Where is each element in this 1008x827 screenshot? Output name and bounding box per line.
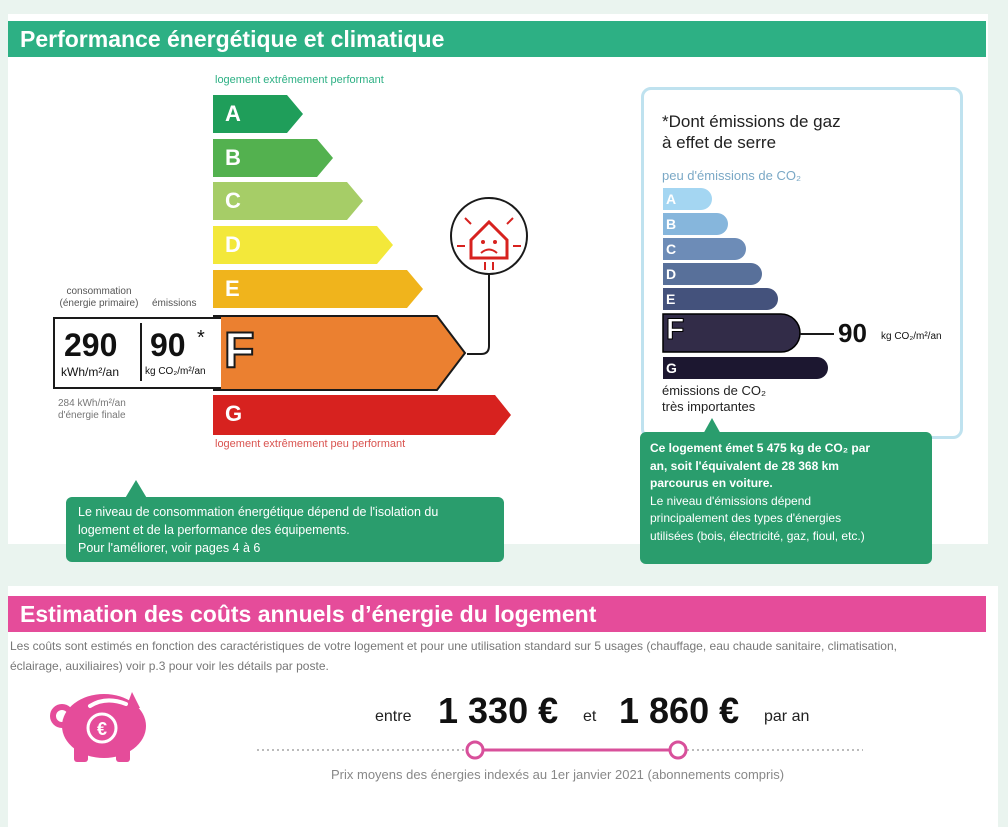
performance-header: Performance énergétique et climatique <box>8 21 986 57</box>
ges-class-d-bar <box>663 263 762 285</box>
energy-callout <box>66 497 504 562</box>
ges-callout-line: utilisées (bois, électricité, gaz, fioul, etc.) <box>650 528 865 543</box>
ges-class-c-letter: C <box>666 241 677 257</box>
class-e-bar <box>213 270 423 308</box>
class-b-letter: B <box>225 145 241 170</box>
ges-callout-line: Le niveau d'émissions dépend <box>650 493 812 508</box>
svg-text:€: € <box>96 719 108 739</box>
costs-description-line1: Les coûts sont estimés en fonction des caractéristiques de votre logement et pour une utilisation standard sur 5 usages (chauffage, eau chaude sanitaire, climatisation, <box>10 639 897 653</box>
energy-callout-line: Le niveau de consommation énergétique dépend de l'isolation du <box>78 505 439 519</box>
energy-callout-line: logement et de la performance des équipements. <box>78 523 350 537</box>
ges-bottom-caption <box>662 383 766 415</box>
ges-value-connector <box>800 333 834 335</box>
final-energy-note: 284 kWh/m²/an d'énergie finale <box>58 398 126 421</box>
ges-callout-line: parcourus en voiture. <box>650 476 773 490</box>
ges-class-d-letter: D <box>666 266 677 282</box>
costs-description <box>10 636 995 676</box>
scale-top-caption: logement extrêmement performant <box>215 74 384 86</box>
cost-footnote: Prix moyens des énergies indexés au 1er janvier 2021 (abonnements compris) <box>331 767 785 782</box>
ges-class-e-letter: E <box>666 291 676 307</box>
class-g-bar <box>213 395 511 435</box>
ges-bottom-caption-line1: émissions de CO₂ <box>662 383 767 398</box>
consumption-value: 290 <box>64 327 118 363</box>
ges-class-g-letter: G <box>666 360 677 376</box>
ges-callout <box>640 432 932 564</box>
energy-callout-line: Pour l'améliorer, voir pages 4 à 6 <box>78 541 261 555</box>
class-a-letter: A <box>225 101 241 126</box>
emissions-value: 90 <box>150 327 186 363</box>
cost-range-scale <box>255 738 865 762</box>
ges-top-caption: peu d'émissions de CO₂ <box>662 168 802 183</box>
cost-low-value: 1 330 € <box>438 690 559 731</box>
emissions-unit: kg CO₂/m²/an <box>145 366 206 377</box>
ges-class-a-letter: A <box>666 191 677 207</box>
ges-scale <box>661 186 836 382</box>
cost-and-label: et <box>583 708 597 725</box>
ges-callout-line: Ce logement émet 5 475 kg de CO₂ par <box>650 441 871 455</box>
class-e-letter: E <box>225 276 240 301</box>
costs-header: Estimation des coûts annuels d’énergie du logement <box>8 596 986 632</box>
scale-bottom-caption: logement extrêmement peu performant <box>215 438 406 450</box>
ges-class-f-letter: F <box>666 313 685 346</box>
ges-title-line1: *Dont émissions de gaz <box>662 112 841 131</box>
ges-class-b-letter: B <box>666 216 677 232</box>
ges-callout-line: principalement des types d'énergies <box>650 511 842 525</box>
ges-unit: kg CO₂/m²/an <box>881 331 942 342</box>
cost-per-year-label: par an <box>764 708 810 725</box>
class-c-letter: C <box>225 188 241 213</box>
ges-title <box>662 111 841 153</box>
class-g-letter: G <box>225 401 243 426</box>
cost-between-label: entre <box>375 708 412 725</box>
ges-bottom-caption-line2: très importantes <box>662 399 756 414</box>
consumption-label: consommation (énergie primaire) <box>59 286 139 309</box>
ges-class-g-bar <box>663 357 828 379</box>
emissions-star: * <box>197 327 205 349</box>
ges-class-e-bar <box>663 288 778 310</box>
energy-sieve-icon <box>447 196 537 356</box>
piggy-bank-icon <box>44 684 156 764</box>
cost-high-value: 1 860 € <box>619 690 740 731</box>
class-d-letter: D <box>225 232 241 257</box>
emissions-label: émissions <box>152 298 197 309</box>
ges-value: 90 <box>838 318 867 348</box>
class-f-letter: F <box>224 322 255 378</box>
ges-title-line2: à effet de serre <box>662 133 777 152</box>
ges-callout-line: an, soit l'équivalent de 28 368 km <box>650 458 839 473</box>
value-box-divider <box>140 323 142 381</box>
consumption-unit: kWh/m²/an <box>61 365 120 379</box>
costs-description-line2: éclairage, auxiliaires) voir p.3 pour voir les détails par poste. <box>10 659 329 673</box>
